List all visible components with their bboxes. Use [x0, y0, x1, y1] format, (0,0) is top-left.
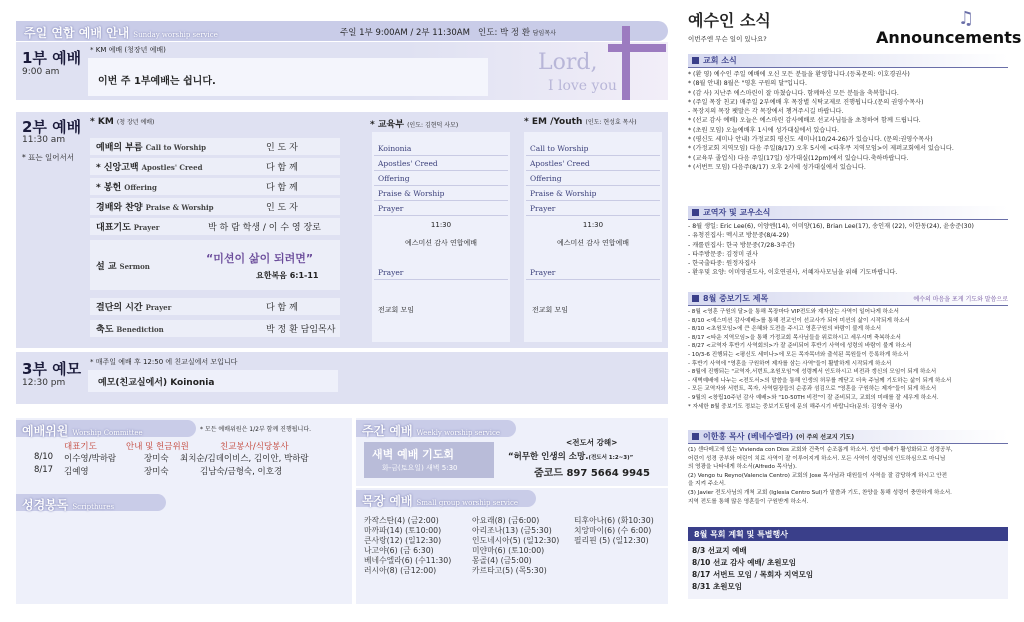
smallgroup-title: 목장 예배 Small group worship service [362, 494, 519, 508]
service3-time: 12:30 pm [22, 378, 66, 388]
order-row-7: 결단의 시간 Prayer 다 함 께 [90, 298, 340, 315]
order-row-3: * 봉헌 Offering 다 함 께 [90, 178, 340, 195]
edu-event: 예스미션 감사 연합예배 [404, 239, 478, 247]
smallgroup-col1: 카작스탄(4) (금2:00) 마까파(14) (토10:00) 큰사랑(12) (일12:30) 나고야(6) (금 6:30) 베네수엘라(6) (수11:30) 러시아(8) (금12:00) [364, 516, 452, 575]
committee-r1-date: 8/10 [34, 452, 54, 462]
service1-group: * KM 예배 (청장년 예배) [90, 46, 166, 54]
lord-text-2: I love you [548, 78, 617, 94]
cross-icon [622, 26, 630, 100]
committee-h1: 대표기도 [64, 442, 97, 452]
right-title: 예수인 소식 [688, 11, 771, 30]
service3-name: 3부 예모 [22, 360, 82, 378]
em-time: 11:30 [582, 221, 604, 229]
order-row-1: 예배의 부름 Call to Worship 인 도 자 [90, 138, 340, 155]
committee-r2-date: 8/17 [34, 465, 54, 475]
edu-time: 11:30 [430, 221, 452, 229]
missionary: 이한홍 목사 (베네수엘라) (이 주의 선교지 기도) (1) 센다메고에 있는 Vivienda con Dios 교회와 건축이 순조롭게 하소서. 성인 예배가 활성화되고 성경공부, 어린이 성경 공부와 어린이 치료 사역이 잘 이루어지게 하소서. 모든 사역이 성령님의 인도하심으로 마니님 의 영광을 나타내게 하소서(Alfredo 목사님). (2) Vengo tu Reyno(Valencia Centro) 교회의 Jose 목사님과 대원들이 사역을 잘 감당하게 하시고 안전 을 지켜 주소서. (3) Javier 전도사님의 개척 교회 (Iglesia Centro Sul)가 말씀과 기도, 찬양을 통해 성령이 충만하게 하소서. 지역 전도를 통해 많은 영혼들이 구원받게 하소서. [688, 430, 1008, 506]
committee-r1-c1: 이수영/박하람 [64, 454, 117, 464]
order-row-sermon: 설 교 Sermon [90, 240, 340, 290]
committee-h2: 안내 및 헌금위원 [126, 442, 189, 452]
em-label: * EM /Youth (인도: 현성효 목사) [524, 117, 637, 127]
church-news-header: 교회 소식 [688, 54, 1008, 68]
header-title: 주일 연합 예배 안내 Sunday worship service [24, 26, 218, 40]
order-row-2: * 신앙고백 Apostles' Creed 다 함 께 [90, 158, 340, 175]
em-gather: 전교회 모임 [532, 306, 569, 314]
committee-r2-c2: 장미숙 [144, 467, 169, 477]
phone-code: 줌코드 897 5664 9945 [534, 468, 650, 479]
km-label: * KM (청 장년 예배) [90, 117, 155, 127]
committee-r2-c3: 김남숙/금형숙, 이호경 [200, 467, 283, 477]
focus-header: 8월 중보기도 제목 예수의 마음을 포게 기도와 말씀으로 [688, 292, 1008, 306]
weekly-title: 주간 예배 Weekly worship service [362, 424, 501, 438]
service2-name: 2부 예배 [22, 118, 82, 136]
lord-text: Lord, [538, 50, 598, 75]
order-row-8: 축도 Benediction 박 정 환 담임목사 [90, 320, 340, 337]
committee-h3: 친교봉사/식당봉사 [220, 442, 289, 452]
committee-r1-c2: 장미숙 [144, 454, 169, 464]
order-row-4: 경배와 찬양 Praise & Worship 인 도 자 [90, 198, 340, 215]
pray-news-header: 교역자 및 교우소식 [688, 206, 1008, 220]
phone-quote: “허무한 인생의 소망.(전도서 1:2~3)” [508, 452, 634, 462]
dawn-time: 화-금(토요일) 새벽 5:30 [382, 464, 458, 472]
em-event: 예스미션 감사 연합예배 [556, 239, 630, 247]
sermon-title: “미션이 삶이 되려면” [206, 252, 314, 265]
service1-time: 9:00 am [22, 67, 60, 77]
focus-prayer: 8월 중보기도 제목 예수의 마음을 포게 기도와 말씀으로 - 8월 <영혼 구원의 달>을 통해 목장마다 VIP전도와 재자삼는 사역이 일어나게 하소서 - 8/10 <예스미션 감사예배>를 통해 전교인이 선교사가 되어 미션의 삶이 시작되게 하소서 - 8/10 <초원모임>에 큰 은혜와 도전을 주시고 영혼구원의 바람이 불게 하소서 - 8/17 <타운 지역모임>을 통해 가정교회 목사님들을 위로하시고 세우시며 축복하소서 - 8/27 <교역자 후반기 사역회의>가 잘 준비되어 후반기 사역에 성령의 바람이 불게 하소서 - 10/3-6 진행되는 <평신도 세미나>에 모든 목자목녀와 출석된 목원들이 등록하게 하소서 - 후반기 사역에 "영혼을 구원하여 제자를 삼는 사역"들이 활발하게 시작되게 하소서 - 8월에 진행되는 "교역자,서번트,초원모임"에 성령께서 인도하시고 비전과 갱신의 모임이 되게 하소서 - 새벽예배에 나누는 <전도서>의 말씀을 통해 인생의 허무를 깨닫고 더욱 주님께 기도하는 삶이 되게 하소서 - 모든 교역자와 서번트, 목자, 사역팀장들의 순종과 섬김으로 "영혼을 구원하는 제자"들이 되게 하소서 - 9월의 <창립10주년 감사 예배>와 "10-50TH 비전"이 잘 준비되고, 교회의 미래를 잘 세우게 하소서. * 자세한 8월 중보기도 정보는 중보기도팀에 문의 해주시기 바랍니다(문의: 김영숙 권사) [688, 294, 1008, 410]
right-subtitle: 이번주엔 무슨 일이 있나요? [688, 35, 767, 43]
phone-head: <전도서 강해> [566, 438, 618, 447]
missionary-header: 이한홍 목사 (베네수엘라) (이 주의 선교지 기도) [688, 430, 1008, 444]
people-icon: ♫ [958, 8, 975, 29]
smallgroup-col3: 티후아나(6) (화10:30) 치앙마이(6) (수 6:00) 필리핀 (5) (일12:30) [574, 516, 654, 545]
dawn-title: 새벽 예배 기도회 [372, 448, 455, 461]
committee-r1-c3: 최치순/김데이비스, 김이안, 박하람 [180, 454, 309, 464]
church-news: 교회 소식 * (환 영) 예수인 주일 예배에 오신 모든 분들을 환영합니다.(등록문의: 이호경권사) * (8월 안내) 8월은 "영혼 구원의 달"입니다. * (감 사) 지난주 에스마린이 잘 마쳤습니다. 함께하신 모든 분들을 축복합니다. * (주일 목장 친교) 매주일 2부예배 후 목장별 식탁교제로 진행됩니다.(문의 권영수목사) - 목장지의 목장 팻말은 각 목장에서 챙겨주시길 바랍니다. * (선교 감사 예배) 오늘은 예스마린 감사예배로 선교사님들을 초청하여 함께 드립니다. * (초원 모임) 오늘예배후 1시에 성가대실에서 있습니다. * (평신도 세미나 안내) 가정교회 평신도 세미나(10/24-26)가 있습니다. (문의:권영수목사) * (가정교회 지역모임) 다음 주일(8/17) 오후 5시에 <타후쿠 지역모임>이 제퍼교회에서 있습니다. * (교육부 졸업식) 다음 주일(17일) 성가대실(12pm)에서 있습니다.축하바랍니다. * (서번트 모임) 다음주(8/17) 오후 2시에 성가대실에서 있습니다. [688, 54, 1008, 172]
edu-gather: 전교회 모임 [378, 306, 415, 314]
sermon-ref: 요한복음 6:1-11 [256, 271, 319, 280]
header-times: 주일 1부 9:00AM / 2부 11:30AM 인도: 박 정 환 담임목사 [340, 28, 556, 38]
edu-prayer: Prayer [374, 265, 508, 280]
pray-news: 교역자 및 교우소식 - 8월 생일: Eric Lee(6), 이양엔(14), 이미양(16), Brian Lee(17), 송인재 (22), 이한동(24), 윤송준(30) - 유청진집사: 멕시코 방문중(8/4-29) - 캐롤린집사: 한국 방문중(7/28-3주간) - 타주방문중: 김정미 권사 - 한국출타중: 원정자집사 - 환우및 요양: 이미영권도사, 이호연권사, 서혜자사모님을 위해 기도바랍니다. [688, 206, 1008, 278]
announcements-title: Announcements [876, 28, 1022, 47]
plan-header: 8월 목회 계획 및 특별행사 [688, 527, 1008, 541]
service1-notice: 이번 주 1부예배는 쉽니다. [98, 76, 216, 87]
cross-bar-icon [608, 44, 666, 52]
standing-note: * 표는 일어서서 [22, 153, 74, 162]
edu-label: * 교육부 (인도: 김현덕 사모) [370, 120, 459, 130]
service3-item: 예모(친교실에서) Koinonia [98, 378, 215, 388]
service3-note: * 매주일 예배 후 12:50 에 친교실에서 모입니다 [90, 358, 238, 366]
committee-note: * 모든 예배위원은 1/2부 함께 진행됩니다. [200, 426, 312, 433]
order-row-5: 대표기도 Prayer 박 하 람 학생 / 이 수 영 장로 [90, 218, 340, 235]
edu-list: Koinonia Apostles' Creed Offering Praise & Worship Prayer [374, 141, 508, 216]
em-list: Call to Worship Apostles' Creed Offering Praise & Worship Prayer [526, 141, 660, 216]
em-prayer: Prayer [526, 265, 660, 280]
smallgroup-col2: 아요래(8) (금6:00) 아리조나(13) (금5:30) 인도네시아(5) (일12:30) 미얀마(6) (토10:00) 몽골(4) (금5:00) 카르타고(5) (목5:30) [472, 516, 560, 575]
scripture-title: 성경봉독 Scripthures [22, 498, 115, 512]
committee-r2-c1: 김예영 [64, 467, 89, 477]
service2-time: 11:30 am [22, 135, 66, 145]
service1-name: 1부 예배 [22, 49, 82, 67]
committee-title: 예배위원 Worship Committee [22, 424, 143, 438]
plan-panel: 8월 목회 계획 및 특별행사 8/3 선교지 예배 8/10 선교 감사 예배/ 초원모임 8/17 서번트 모임 / 목회자 지역모임 8/31 초원모임 [688, 527, 1008, 599]
